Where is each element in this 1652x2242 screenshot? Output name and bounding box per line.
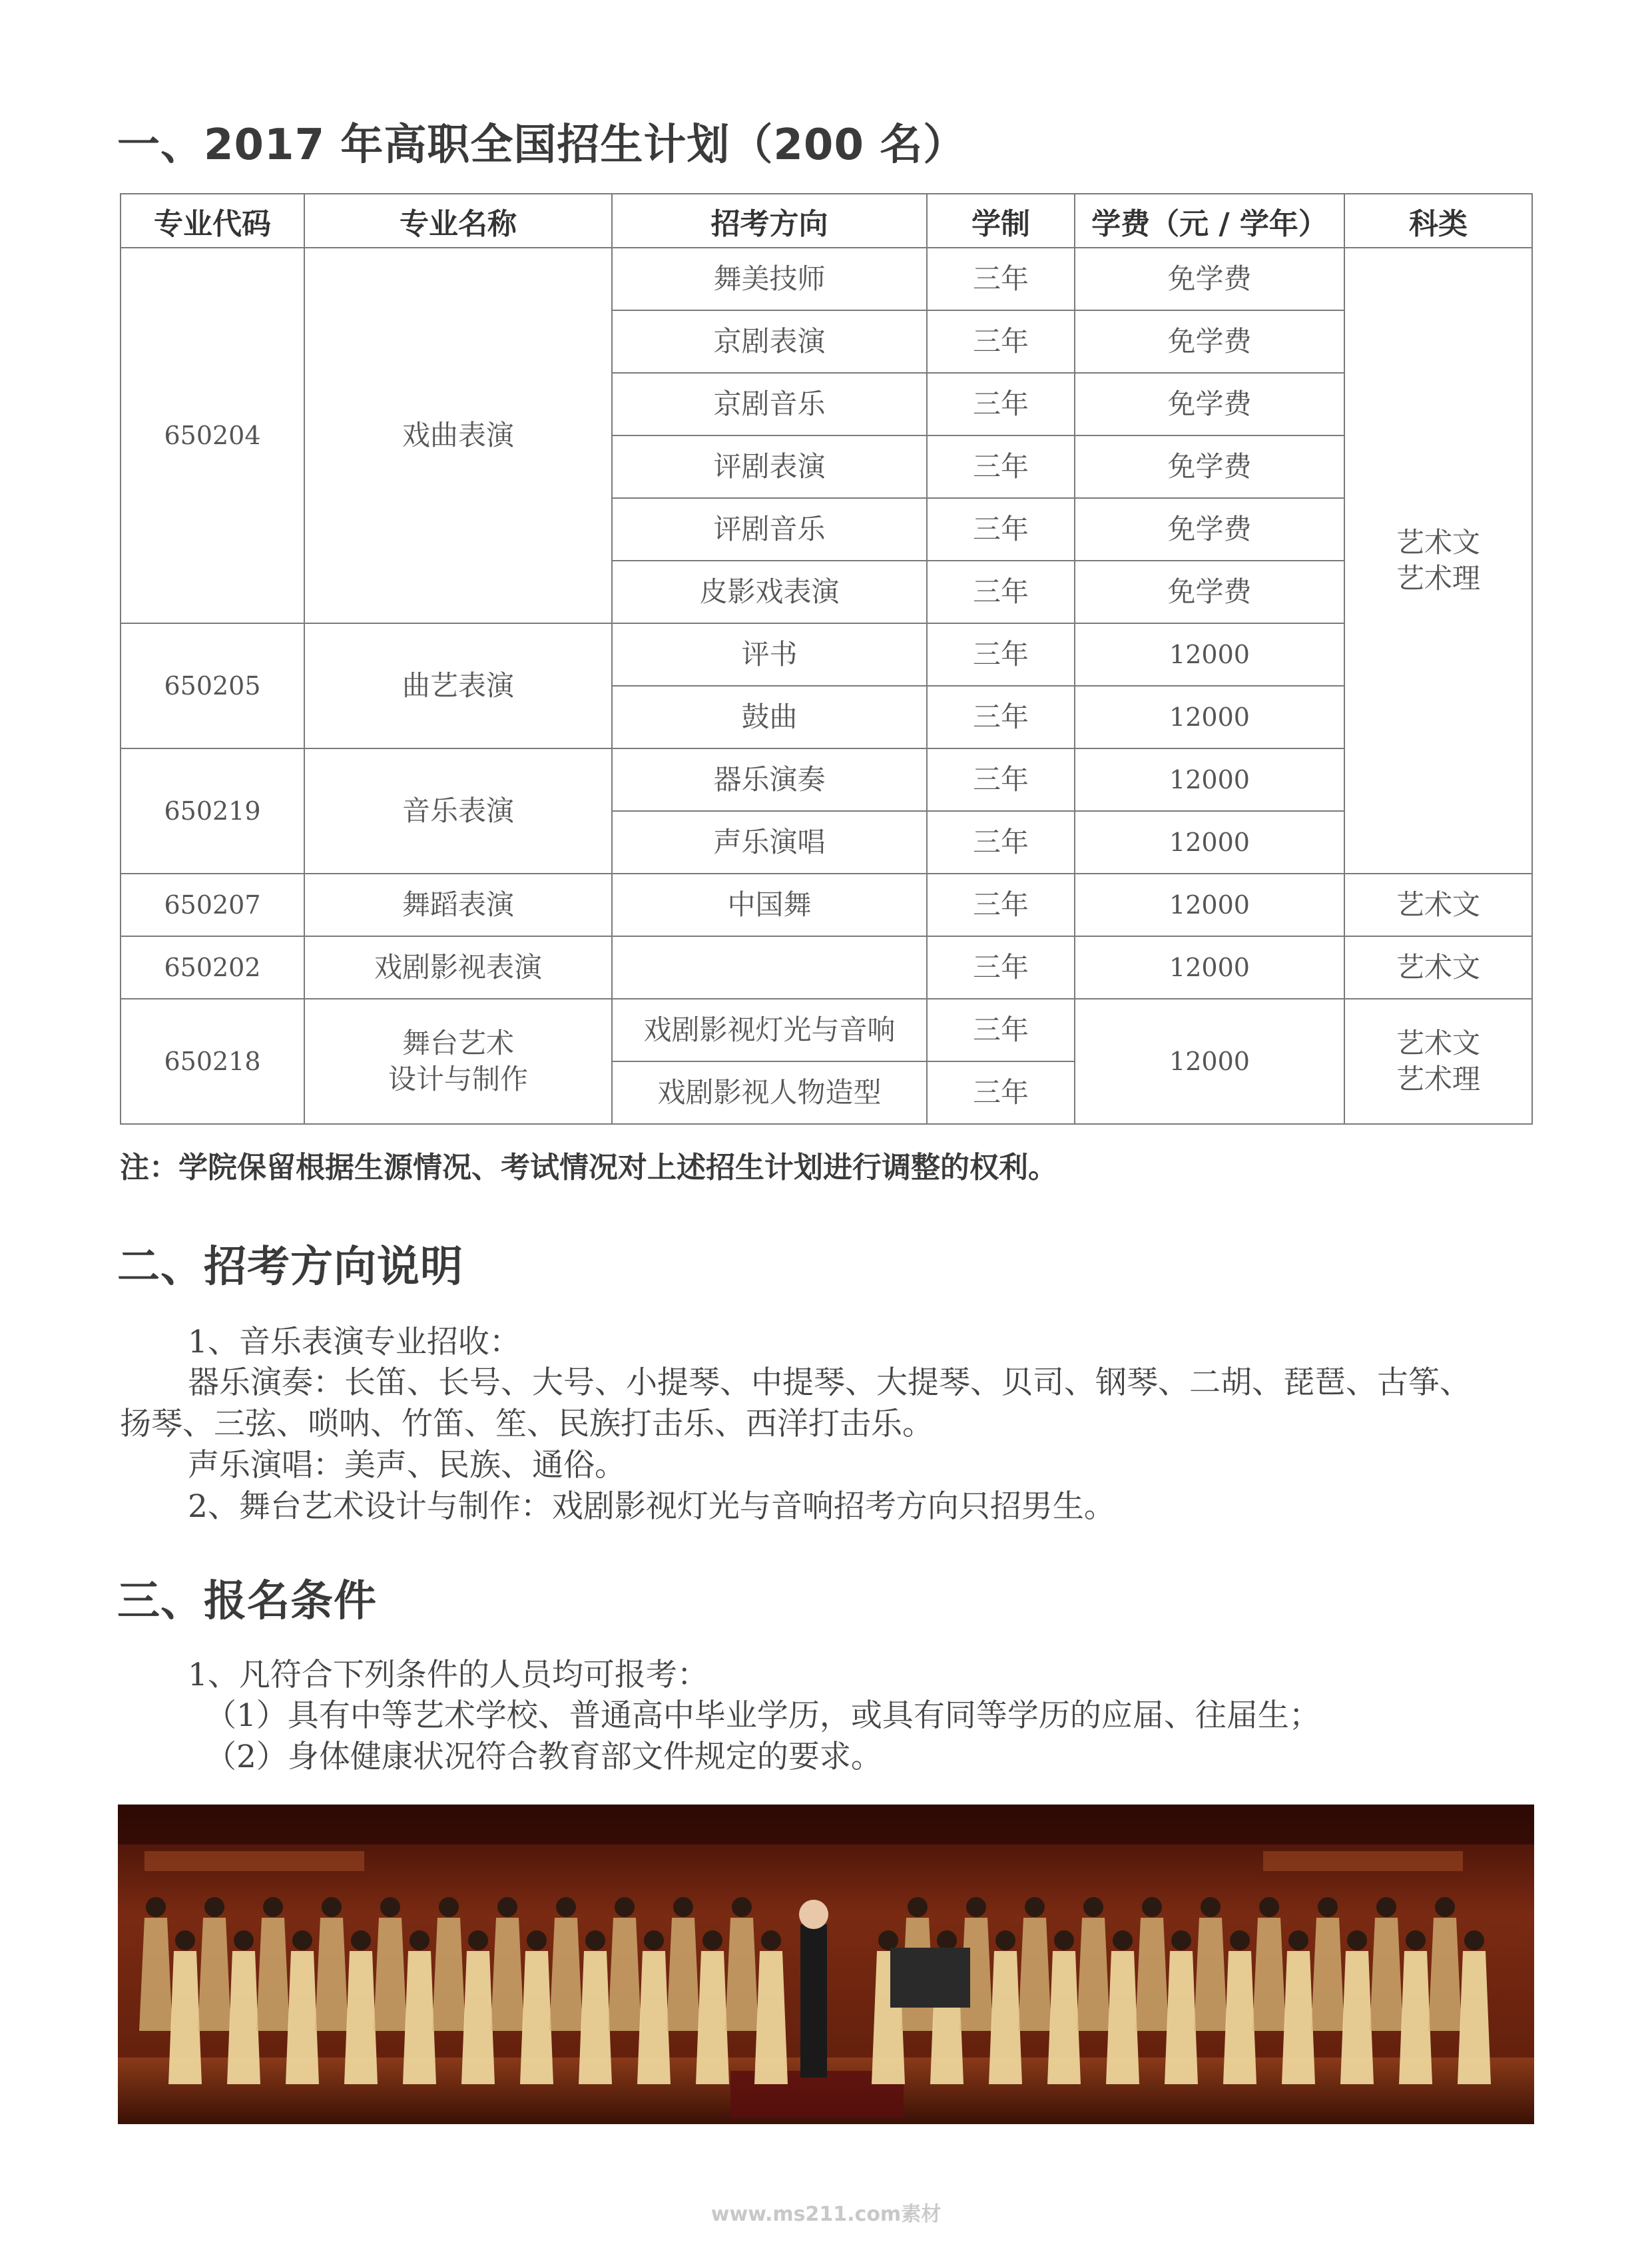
header-category: 科类 [1344,194,1532,248]
major-code: 650219 [121,748,304,874]
major-name: 戏剧影视表演 [304,936,612,999]
fee-cell: 12000 [1075,748,1344,811]
major-code: 650218 [121,999,304,1124]
major-code: 650205 [121,623,304,748]
section-3-line: （1）具有中等艺术学校、普通高中毕业学历，或具有同等学历的应届、往届生； [205,1697,1320,1734]
section-2-line: 扬琴、三弦、唢呐、竹笛、笙、民族打击乐、西洋打击乐。 [120,1406,934,1442]
years-cell: 三年 [927,310,1075,373]
direction-cell: 声乐演唱 [612,811,927,874]
header-fee: 学费（元 / 学年） [1075,194,1344,248]
section-2-line: 2、舞台艺术设计与制作：戏剧影视灯光与音响招考方向只招男生。 [188,1488,1115,1525]
years-cell: 三年 [927,811,1075,874]
major-name-cell [304,999,612,1124]
section-2-line: 声乐演唱：美声、民族、通俗。 [188,1447,626,1484]
header-direction: 招考方向 [612,194,927,248]
direction-cell: 评剧表演 [612,435,927,498]
category-cell: 艺术文 [1344,874,1532,936]
fee-cell: 免学费 [1075,310,1344,373]
direction-cell: 京剧音乐 [612,373,927,435]
direction-cell: 舞美技师 [612,248,927,310]
direction-cell: 皮影戏表演 [612,561,927,623]
table-row [121,248,1532,310]
fee-cell: 12000 [1075,999,1344,1124]
major-code: 650202 [121,936,304,999]
fee-cell: 免学费 [1075,373,1344,435]
years-cell: 三年 [927,435,1075,498]
years-cell: 三年 [927,498,1075,561]
watermark-text: www.ms211.com素材 [710,2203,942,2226]
years-cell: 三年 [927,373,1075,435]
years-cell: 三年 [927,748,1075,811]
fee-cell: 免学费 [1075,248,1344,310]
years-cell: 三年 [927,561,1075,623]
major-name: 曲艺表演 [304,623,612,748]
fee-cell: 免学费 [1075,561,1344,623]
fee-cell: 12000 [1075,623,1344,686]
header-code: 专业代码 [121,194,304,248]
direction-cell [612,936,927,999]
years-cell: 三年 [927,936,1075,999]
direction-cell: 评剧音乐 [612,498,927,561]
table-header-row [121,194,1532,248]
table-row [121,999,1532,1061]
table-row [121,936,1532,999]
category-cell [1344,999,1532,1124]
category-cell: 艺术文 [1344,936,1532,999]
fee-cell: 免学费 [1075,498,1344,561]
fee-cell: 12000 [1075,936,1344,999]
section-2-line: 1、音乐表演专业招收： [188,1324,521,1360]
section-1-title: 一、2017 年高职全国招生计划（200 名） [117,121,967,170]
major-name: 音乐表演 [304,748,612,874]
direction-cell: 鼓曲 [612,686,927,748]
years-cell: 三年 [927,623,1075,686]
major-name: 戏曲表演 [304,248,612,623]
table-row [121,874,1532,936]
major-code: 650207 [121,874,304,936]
table-note: 注：学院保留根据生源情况、考试情况对上述招生计划进行调整的权利。 [120,1151,1057,1185]
direction-cell: 评书 [612,623,927,686]
fee-cell: 12000 [1075,811,1344,874]
category-text: 艺术文 艺术理 [1396,526,1480,595]
years-cell: 三年 [927,248,1075,310]
category-text: 艺术文 艺术理 [1396,1027,1480,1095]
direction-cell: 戏剧影视灯光与音响 [612,999,927,1061]
major-name: 舞台艺术 设计与制作 [388,1027,528,1095]
major-code: 650204 [121,248,304,623]
years-cell: 三年 [927,999,1075,1061]
section-2-line: 器乐演奏：长笛、长号、大号、小提琴、中提琴、大提琴、贝司、钢琴、二胡、琵琶、古筝、 [188,1364,1471,1401]
section-2-title: 二、招考方向说明 [117,1243,463,1292]
major-name: 舞蹈表演 [304,874,612,936]
header-years: 学制 [927,194,1075,248]
fee-cell: 12000 [1075,686,1344,748]
enrollment-plan-table [120,193,1533,1125]
section-3-line: （2）身体健康状况符合教育部文件规定的要求。 [205,1739,882,1775]
years-cell: 三年 [927,1061,1075,1124]
category-cell [1344,248,1532,874]
direction-cell: 戏剧影视人物造型 [612,1061,927,1124]
fee-cell: 免学费 [1075,435,1344,498]
header-name: 专业名称 [304,194,612,248]
years-cell: 三年 [927,686,1075,748]
fee-cell: 12000 [1075,874,1344,936]
years-cell: 三年 [927,874,1075,936]
direction-cell: 中国舞 [612,874,927,936]
section-3-title: 三、报名条件 [117,1577,377,1626]
direction-cell: 京剧表演 [612,310,927,373]
section-3-line: 1、凡符合下列条件的人员均可报考： [188,1657,708,1693]
table-row [121,748,1532,811]
orchestra-photo [118,1805,1534,2124]
table-row [121,623,1532,686]
direction-cell: 器乐演奏 [612,748,927,811]
